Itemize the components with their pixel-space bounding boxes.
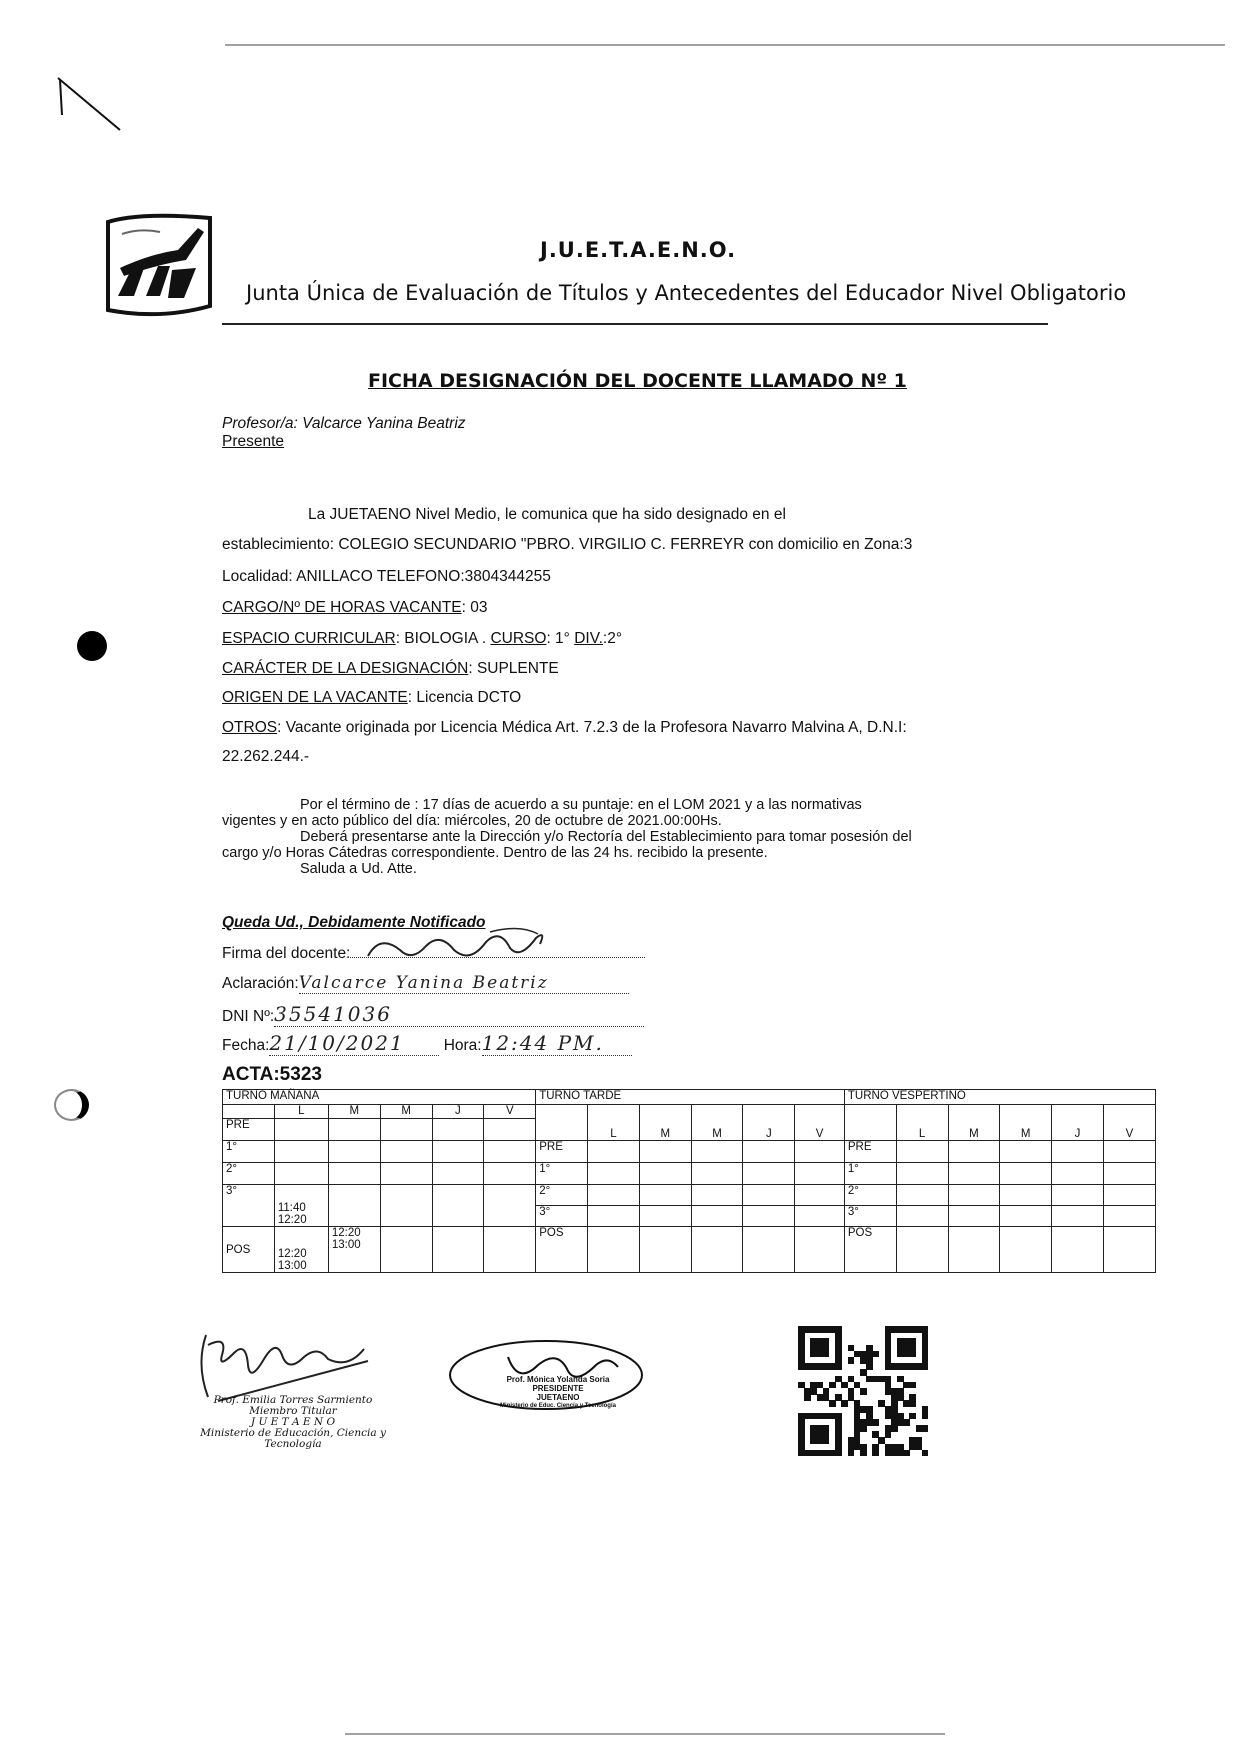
qr-module [841,1400,848,1407]
aclaracion-line [222,973,629,994]
center-signer-name: Prof. Mónica Yolanda Soria [506,1375,610,1384]
establecimiento-value: COLEGIO SECUNDARIO "PBRO. VIRGILIO C. FERREYR con domicilio en Zona:3 [338,536,913,553]
espacio-value: : BIOLOGIA . [395,630,491,647]
row-label-pre: PRE [536,1141,588,1163]
qr-module [829,1382,836,1389]
otros-label: OTROS [222,719,278,736]
addressee-line [222,415,466,433]
cargo-value: : 03 [461,599,488,616]
otros-line [222,719,907,737]
row-label-pre: PRE [223,1119,275,1141]
qr-module [848,1450,855,1457]
qr-module [909,1382,916,1389]
qr-module [885,1431,892,1438]
center-signature-stamp [448,1335,658,1425]
addressee-name: Valcarce Yanina Beatriz [302,415,466,432]
left-signer-ministry: Ministerio de Educación, Ciencia y Tecnología [200,1427,386,1450]
origen-line [222,689,521,707]
qr-module [909,1413,916,1420]
row-label-1: 1° [844,1163,896,1185]
hora-value: 12:44 PM. [482,1031,632,1056]
establecimiento-label: establecimiento: [222,536,335,553]
qr-code [798,1326,928,1456]
day-header: M [380,1105,432,1119]
row-label-2: 2° [536,1185,588,1206]
dni-value: 35541036 [274,1002,644,1027]
left-signer-role: Miembro Titular [249,1405,337,1417]
scan-top-line [225,44,1225,46]
qr-module [909,1400,916,1407]
localidad-value: ANILLACO TELEFONO:3804344255 [296,568,551,585]
qr-module [903,1419,910,1426]
qr-module [829,1400,836,1407]
otros-value-continued: 22.262.244.- [222,748,310,765]
aclaracion-value: Valcarce Yanina Beatriz [299,973,629,994]
schedule-grid [222,1089,1156,1273]
addressee-label: Profesor/a: [222,415,298,432]
center-signer-role: PRESIDENTE [532,1384,584,1393]
left-signer-name: Prof. Emilia Torres Sarmiento [213,1394,373,1406]
dni-line [222,1002,644,1027]
qr-module [903,1450,910,1457]
row-label-3: 3° [223,1185,275,1227]
firma-label: Firma del docente: [222,945,351,962]
day-header: V [1103,1105,1155,1141]
day-header: L [896,1105,948,1141]
scan-bottom-line [345,1733,945,1735]
establecimiento-line [222,536,912,554]
turno-vespertino-header: TURNO VESPERTINO [844,1090,1155,1105]
fecha-line [222,1031,632,1056]
curso-value: : 1° [546,630,575,647]
espacio-label: ESPACIO CURRICULAR [222,630,396,647]
day-header: M [639,1105,691,1141]
day-header: M [948,1105,1000,1141]
otros-value: : Vacante originada por Licencia Médica Art. 7.2.3 de la Profesora Navarro Malvina A, D.N.I: [277,719,907,736]
qr-module [804,1394,811,1401]
center-signer-ministry: Ministerio de Educ. Ciencia y Tecnología [500,1403,616,1409]
qr-module [909,1351,916,1358]
manana-pos-M-hours: 12:20 13:00 [328,1227,380,1273]
org-abbreviation: J.U.E.T.A.E.N.O. [540,238,737,262]
localidad-line [222,568,551,586]
caracter-value: : SUPLENTE [468,660,559,677]
document-title: FICHA DESIGNACIÓN DEL DOCENTE LLAMADO Nº 1 [368,370,907,392]
day-header: V [484,1105,536,1119]
qr-module [891,1425,898,1432]
paragraph-2b: cargo y/o Horas Cátedras correspondiente. Dentro de las 24 hs. recibido la presente. [222,845,768,861]
qr-module [860,1425,867,1432]
qr-module [922,1450,929,1457]
qr-module [823,1437,830,1444]
row-label-3: 3° [536,1206,588,1227]
qr-module [872,1351,879,1358]
corner-scan-mark [50,70,130,140]
paragraph-3: Saluda a Ud. Atte. [300,861,417,877]
notified-heading: Queda Ud., Debidamente Notificado [222,914,486,931]
intro-text: La JUETAENO Nivel Medio, le comunica que ha sido designado en el [308,506,786,523]
hora-label: Hora: [443,1037,482,1054]
day-header: M [328,1105,380,1119]
row-label-pos: POS [223,1227,275,1273]
qr-module [835,1363,842,1370]
day-header: M [691,1105,743,1141]
org-full-name: Junta Única de Evaluación de Títulos y Antecedentes del Educador Nivel Obligatorio [246,281,1127,305]
qr-module [922,1413,929,1420]
qr-module [872,1450,879,1457]
acta-number: ACTA:5323 [222,1064,322,1085]
dni-label: DNI Nº: [222,1008,275,1025]
paragraph-1b: vigentes y en acto público del día: miércoles, 20 de octubre de 2021.00:00Hs. [222,813,722,829]
center-signer-org: JUETAENO [536,1393,580,1402]
caracter-line [222,660,559,678]
left-signer-org: J U E T A E N O [250,1416,336,1428]
day-header: J [432,1105,484,1119]
row-label-pre: PRE [844,1141,896,1163]
fecha-value: 21/10/2021 [269,1031,439,1056]
row-label-2: 2° [223,1163,275,1185]
turno-manana-header: TURNO MAÑANA [223,1090,536,1105]
qr-module [922,1425,929,1432]
day-header: M [1000,1105,1052,1141]
presente-text: Presente [222,433,285,450]
manana-pos-L-hours: 12:20 13:00 [274,1227,328,1273]
row-label-pos: POS [536,1227,588,1273]
qr-module [835,1450,842,1457]
day-header: J [743,1105,795,1141]
row-label-1: 1° [223,1141,275,1163]
day-header: V [795,1105,845,1141]
qr-module [872,1419,879,1426]
day-header: J [1052,1105,1104,1141]
qr-module [860,1388,867,1395]
espacio-line [222,630,622,648]
row-label-3: 3° [844,1206,896,1227]
header-rule [222,323,1048,325]
cargo-line [222,599,488,617]
row-label-1: 1° [536,1163,588,1185]
div-value: :2° [602,630,623,647]
qr-module [860,1450,867,1457]
qr-module [848,1357,855,1364]
fecha-label: Fecha: [222,1037,270,1054]
cargo-label: CARGO/Nº DE HORAS VACANTE [222,599,462,616]
row-label-2: 2° [844,1185,896,1206]
origen-label: ORIGEN DE LA VACANTE [222,689,408,706]
manana-3-L-hours: 11:40 12:20 [274,1185,328,1227]
turno-tarde-header: TURNO TARDE [536,1090,845,1105]
left-signature-block [178,1325,408,1455]
div-label: DIV. [574,630,603,647]
day-header: L [588,1105,640,1141]
aclaracion-label: Aclaración: [222,975,299,992]
curso-label: CURSO [490,630,547,647]
caracter-label: CARÁCTER DE LA DESIGNACIÓN [222,660,469,677]
qr-module [823,1351,830,1358]
punch-hole-top [77,631,107,661]
origen-value: : Licencia DCTO [407,689,522,706]
row-label-pos: POS [844,1227,896,1273]
teacher-signature [360,920,550,970]
qr-module [866,1363,873,1370]
day-header: L [274,1105,328,1119]
paragraph-1a: Por el término de : 17 días de acuerdo a su puntaje: en el LOM 2021 y a las normativas [300,797,862,813]
juetaeno-logo [100,210,218,326]
localidad-label: Localidad: [222,568,293,585]
punch-hole-bottom [54,1089,89,1121]
qr-module [922,1363,929,1370]
paragraph-2a: Deberá presentarse ante la Dirección y/o Rectoría del Establecimiento para tomar posesión del [300,829,912,845]
left-signature-scribble [178,1325,408,1405]
